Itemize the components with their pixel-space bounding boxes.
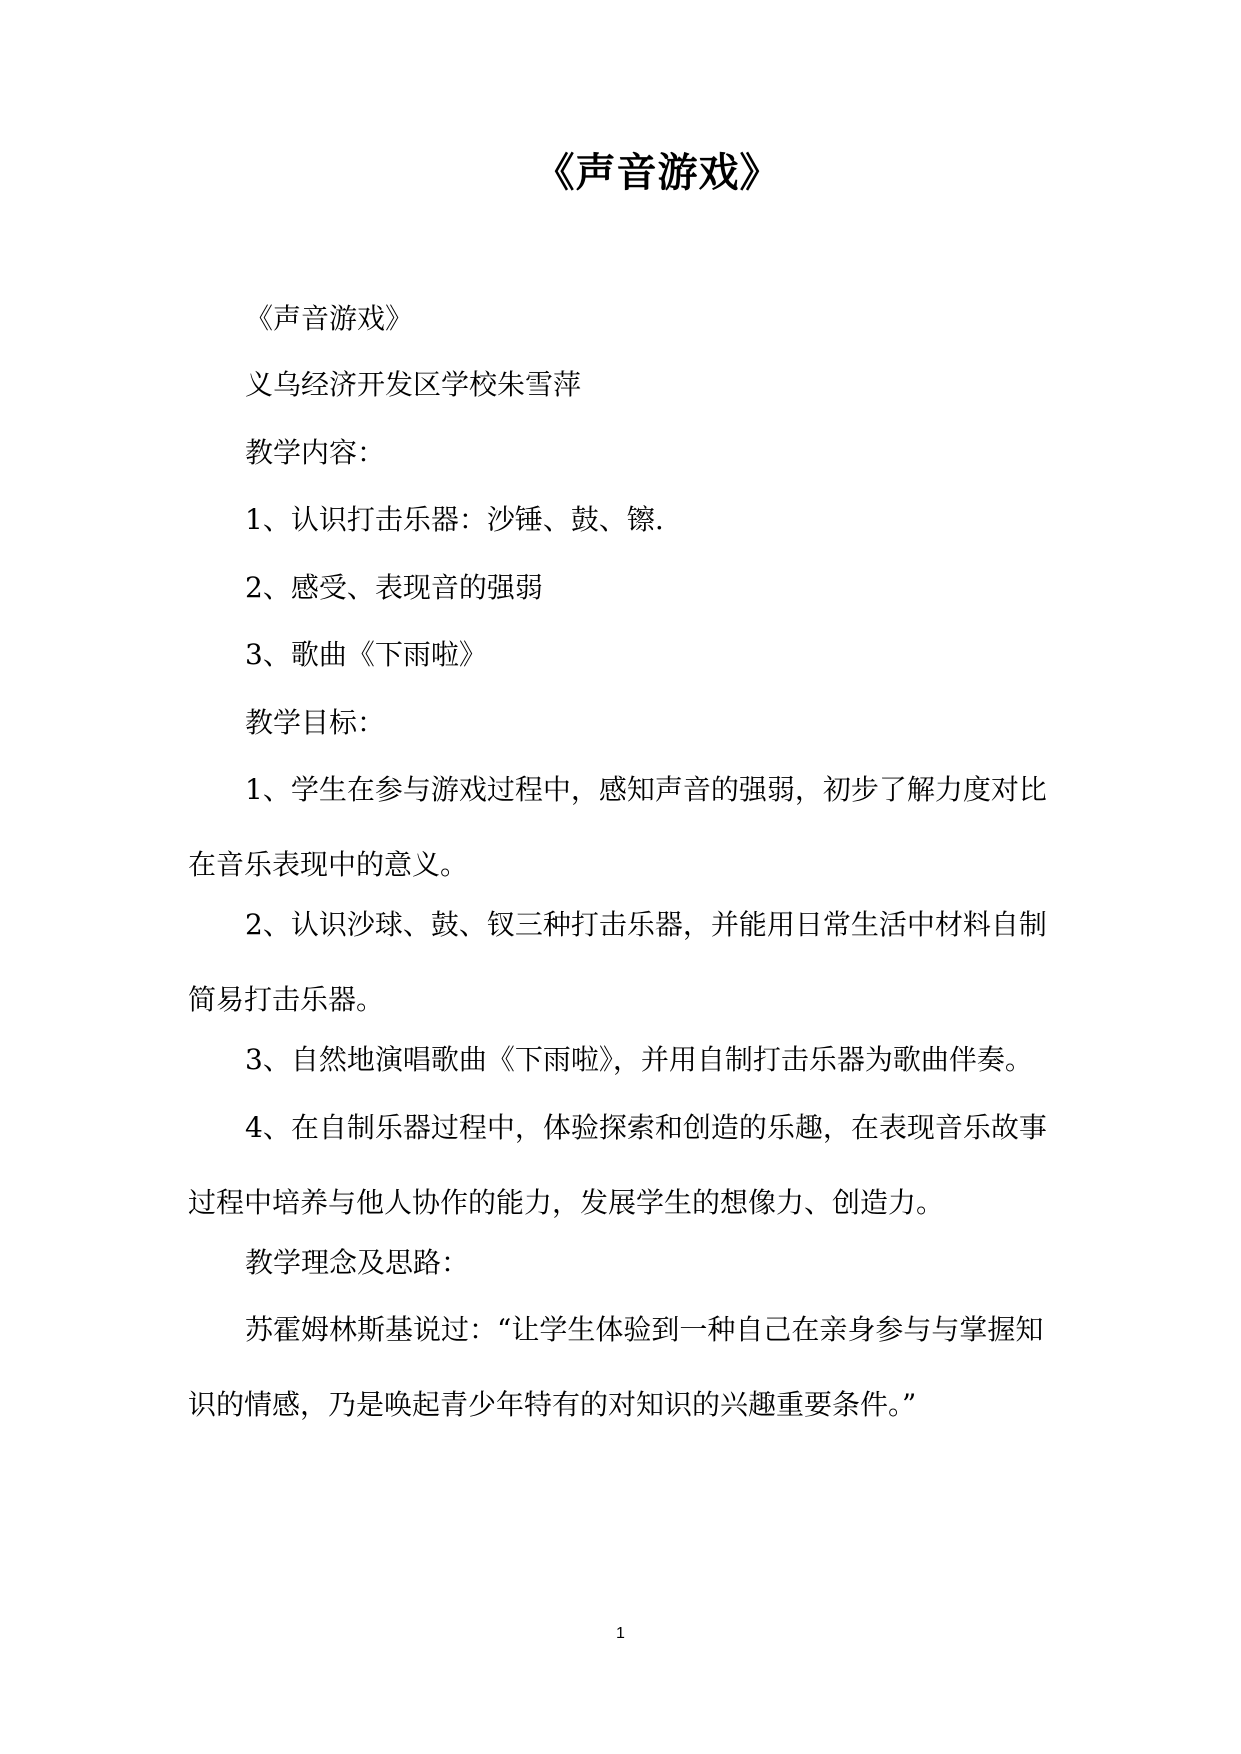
content-item-1: 1、认识打击乐器：沙锤、鼓、镲. bbox=[245, 503, 664, 536]
goal-item-1: 1、学生在参与游戏过程中，感知声音的强弱，初步了解力度对比在音乐表现中的意义。 bbox=[188, 773, 1047, 881]
content-item-2: 2、感受、表现音的强弱 bbox=[245, 571, 543, 604]
quote-paragraph: 苏霍姆林斯基说过：“让学生体验到一种自己在亲身参与与掌握知识的情感，乃是唤起青少年特有的对知识的兴趣重要条件。” bbox=[188, 1313, 1044, 1421]
content-item-3: 3、歌曲《下雨啦》 bbox=[245, 638, 487, 671]
goal-item-2: 2、认识沙球、鼓、钗三种打击乐器，并能用日常生活中材料自制简易打击乐器。 bbox=[188, 908, 1047, 1016]
page-number: 1 bbox=[616, 1625, 625, 1642]
heading-teaching-philosophy: 教学理念及思路： bbox=[245, 1246, 470, 1279]
paragraph-subtitle: 《声音游戏》 bbox=[245, 302, 414, 335]
heading-teaching-content: 教学内容： bbox=[245, 436, 386, 469]
goal-item-3: 3、自然地演唱歌曲《下雨啦》，并用自制打击乐器为歌曲伴奏。 bbox=[245, 1043, 1033, 1076]
goal-item-4: 4、在自制乐器过程中，体验探索和创造的乐趣，在表现音乐故事过程中培养与他人协作的能力，发展学生的想像力、创造力。 bbox=[188, 1111, 1047, 1219]
heading-teaching-goals: 教学目标： bbox=[245, 706, 386, 739]
paragraph-author: 义乌经济开发区学校朱雪萍 bbox=[245, 368, 582, 401]
document-title: 《声音游戏》 bbox=[534, 149, 781, 196]
